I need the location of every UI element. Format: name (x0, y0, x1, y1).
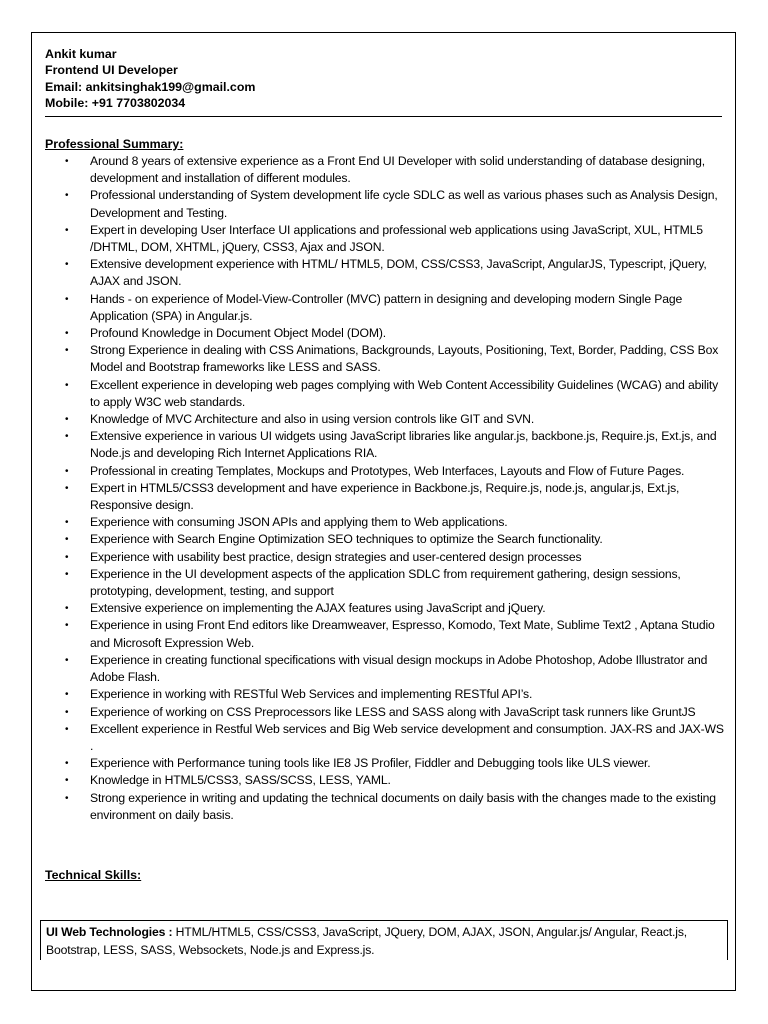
candidate-name: Ankit kumar (45, 47, 117, 61)
summary-list-item (45, 411, 725, 428)
bullet-icon: • (65, 689, 69, 701)
summary-item-text: Expert in HTML5/CSS3 development and have experience in Backbone.js, Require.js, node.js, angular.js, Ext.js, Responsive design. (90, 480, 680, 513)
bullet-icon: • (65, 723, 69, 735)
bullet-icon: • (65, 775, 69, 787)
bullet-icon: • (65, 156, 69, 167)
summary-list-item (45, 721, 725, 755)
summary-item-text: Excellent experience in developing web pages complying with Web Content Accessibility Guidelines (WCAG) and ability to apply W3C web standards. (90, 377, 719, 409)
summary-list-item (45, 652, 725, 686)
summary-item-text: Knowledge in HTML5/CSS3, SASS/SCSS, LESS, YAML. (90, 773, 391, 788)
skills-row-label: UI Web Technologies : (46, 925, 173, 939)
summary-item-text: Experience in working with RESTful Web Services and implementing RESTful API’s. (90, 687, 533, 702)
bullet-icon: • (65, 620, 69, 632)
bullet-icon: • (65, 706, 69, 718)
bullet-icon: • (65, 465, 69, 477)
technical-skills-table (40, 920, 728, 960)
summary-item-text: Strong Experience in dealing with CSS Animations, Backgrounds, Layouts, Positioning, Text, Border, Padding, CSS Box Model and Bootstrap frameworks like LESS and SASS. (90, 343, 719, 375)
bullet-icon: • (65, 414, 69, 426)
bullet-icon: • (65, 431, 69, 443)
technical-skills-heading: Technical Skills: (45, 868, 142, 882)
summary-item-text: Experience with usability best practice, design strategies and user-centered design processes (90, 549, 582, 564)
summary-list-item (45, 291, 725, 325)
summary-list-item (45, 463, 725, 480)
professional-summary-heading: Professional Summary: (45, 137, 184, 151)
summary-item-text: Professional in creating Templates, Mockups and Prototypes, Web Interfaces, Layouts and Flow of Future Pages. (90, 463, 685, 478)
summary-item-text: Extensive experience on implementing the AJAX features using JavaScript and jQuery. (90, 601, 546, 616)
summary-item-text: Hands - on experience of Model-View-Controller (MVC) pattern in designing and developing modern Single Page Application (SPA) in Angular.js. (90, 291, 683, 323)
summary-list-item (45, 549, 725, 566)
summary-list-item (45, 342, 725, 376)
summary-list-item (45, 256, 725, 290)
summary-item-text: Profound Knowledge in Document Object Model (DOM). (90, 326, 386, 341)
summary-list-item (45, 187, 725, 221)
summary-list-item (45, 704, 725, 721)
bullet-icon: • (65, 603, 69, 615)
bullet-icon: • (65, 259, 69, 271)
summary-item-text: Extensive development experience with HTML/ HTML5, DOM, CSS/CSS3, JavaScript, AngularJS, Typescript, jQuery, AJAX and JSON. (90, 257, 707, 289)
summary-item-text: Around 8 years of extensive experience as a Front End UI Developer with solid understanding of database designing, development and installation of different modules. (90, 154, 706, 186)
bullet-icon: • (65, 224, 69, 236)
professional-summary-list (45, 153, 725, 824)
summary-item-text: Extensive experience in various UI widgets using JavaScript libraries like angular.js, backbone.js, Require.js, Ext.js, and Node.js and developing Rich Internet Applications RIA. (90, 429, 717, 461)
bullet-icon: • (65, 190, 69, 202)
summary-item-text: Experience in the UI development aspects of the application SDLC from requirement gathering, design sessions, prototyping, development, testing, and support (90, 566, 681, 599)
summary-item-text: Strong experience in writing and updating the technical documents on daily basis with the changes made to the existing environment on daily basis. (90, 790, 716, 822)
summary-list-item (45, 686, 725, 703)
bullet-icon: • (65, 328, 69, 340)
summary-item-text: Knowledge of MVC Architecture and also in using version controls like GIT and SVN. (90, 412, 535, 427)
summary-item-text: Excellent experience in Restful Web services and Big Web service development and consumption. JAX-RS and JAX-WS . (90, 721, 724, 753)
summary-list-item (45, 514, 725, 531)
bullet-icon: • (65, 379, 69, 391)
candidate-role: Frontend UI Developer (45, 63, 178, 78)
bullet-icon: • (65, 792, 69, 804)
summary-list-item (45, 480, 725, 514)
summary-list-item (45, 153, 725, 187)
skills-row-value: HTML/HTML5, CSS/CSS3, JavaScript, JQuery, DOM, AJAX, JSON, Angular.js/ Angular, React.js, Bootstrap, LESS, SASS, Websockets, Node.js and Express.js. (46, 925, 687, 957)
summary-list-item (45, 755, 725, 772)
summary-list-item (45, 222, 725, 256)
summary-item-text: Professional understanding of System development life cycle SDLC as well as various phases such as Analysis Design, Development and Testing. (90, 188, 718, 220)
summary-list-item (45, 600, 725, 617)
resume-header (45, 46, 725, 112)
summary-list-item (45, 790, 725, 824)
summary-item-text: Experience with consuming JSON APIs and applying them to Web applications. (90, 515, 508, 530)
bullet-icon: • (65, 534, 69, 546)
summary-item-text: Experience in creating functional specifications with visual design mockups in Adobe Photoshop, Adobe Illustrator and Adobe Flash. (90, 652, 708, 685)
header-divider (45, 116, 722, 117)
summary-item-text: Experience in using Front End editors like Dreamweaver, Espresso, Komodo, Text Mate, Sublime Text2 , Aptana Studio and Microsoft Expression Web. (90, 618, 715, 650)
summary-list-item (45, 377, 725, 411)
bullet-icon: • (65, 293, 69, 305)
summary-list-item (45, 617, 725, 651)
summary-list-item (45, 566, 725, 600)
bullet-icon: • (65, 482, 69, 494)
bullet-icon: • (65, 654, 69, 666)
summary-list-item (45, 772, 725, 789)
summary-item-text: Experience of working on CSS Preprocessors like LESS and SASS along with JavaScript task runners like GruntJS (90, 704, 696, 719)
summary-list-item (45, 428, 725, 462)
summary-list-item (45, 325, 725, 342)
bullet-icon: • (65, 517, 69, 529)
bullet-icon: • (65, 551, 69, 563)
summary-list-item (45, 531, 725, 548)
bullet-icon: • (65, 568, 69, 580)
summary-item-text: Expert in developing User Interface UI applications and professional web applications using JavaScript, XUL, HTML5 /DHTML, DOM, XHTML, jQuery, CSS3, Ajax and JSON. (90, 222, 703, 255)
candidate-email: Email: ankitsinghak199@gmail.com (45, 79, 256, 94)
summary-item-text: Experience with Performance tuning tools like IE8 JS Profiler, Fiddler and Debugging tools like ULS viewer. (90, 756, 651, 771)
bullet-icon: • (65, 345, 69, 357)
summary-item-text: Experience with Search Engine Optimization SEO techniques to optimize the Search functionality. (90, 532, 603, 547)
bullet-icon: • (65, 758, 69, 770)
candidate-mobile: Mobile: +91 7703802034 (45, 96, 186, 111)
